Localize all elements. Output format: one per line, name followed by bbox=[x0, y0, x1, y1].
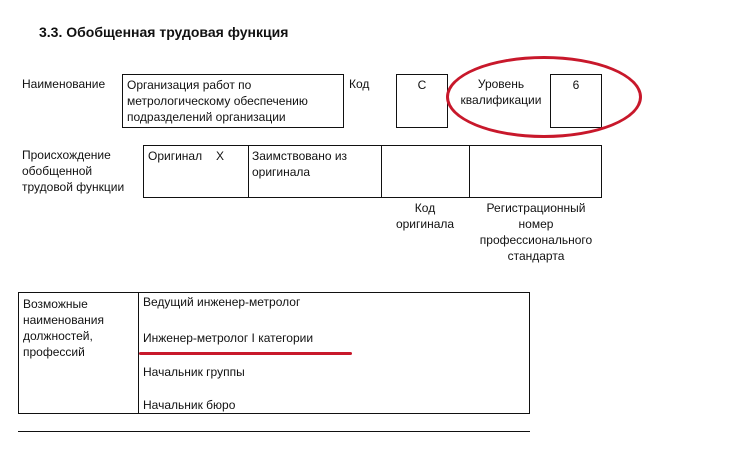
origin-table bbox=[143, 145, 602, 198]
origin-divider-3 bbox=[469, 145, 470, 198]
code-value-box bbox=[396, 74, 448, 128]
origin-divider-1 bbox=[248, 145, 249, 198]
highlight-underline bbox=[139, 352, 352, 355]
name-value-line-3: подразделений организации bbox=[127, 110, 286, 124]
positions-label-line-1: Возможные bbox=[23, 297, 88, 311]
reg-number-caption-line-3: профессионального bbox=[479, 233, 593, 247]
level-value: 6 bbox=[572, 78, 580, 92]
origin-label-line-2: обобщенной bbox=[22, 164, 93, 178]
name-value-line-2: метрологическому обеспечению bbox=[127, 94, 308, 108]
origin-label-line-3: трудовой функции bbox=[22, 180, 125, 194]
name-value-box bbox=[122, 74, 344, 128]
origin-divider-2 bbox=[381, 145, 382, 198]
position-item: Начальник бюро bbox=[143, 398, 236, 412]
reg-number-caption-line-2: номер bbox=[518, 217, 554, 231]
original-mark: X bbox=[216, 149, 225, 163]
code-label: Код bbox=[349, 77, 370, 91]
highlight-circle bbox=[446, 56, 642, 138]
borrowed-label-line-1: Заимствовано из bbox=[252, 149, 348, 163]
code-value: C bbox=[417, 78, 427, 92]
positions-label-line-4: профессий bbox=[23, 345, 85, 359]
name-label: Наименование bbox=[22, 77, 106, 91]
level-label-line-1: Уровень bbox=[477, 77, 525, 91]
position-item: Ведущий инженер-метролог bbox=[143, 295, 301, 309]
reg-number-caption-line-1: Регистрационный bbox=[486, 201, 586, 215]
level-label-line-2: квалификации bbox=[460, 93, 542, 107]
code-original-caption-line-1: Код bbox=[414, 201, 436, 215]
position-item: Начальник группы bbox=[143, 365, 245, 379]
original-label: Оригинал bbox=[148, 149, 203, 163]
positions-label-line-2: наименования bbox=[23, 313, 104, 327]
positions-label-line-3: должностей, bbox=[23, 329, 93, 343]
name-value-line-1: Организация работ по bbox=[127, 78, 252, 92]
origin-label-line-1: Происхождение bbox=[22, 148, 111, 162]
section-title: 3.3. Обобщенная трудовая функция bbox=[39, 24, 289, 40]
bottom-divider bbox=[18, 431, 530, 432]
position-item: Инженер-метролог I категории bbox=[143, 331, 314, 345]
code-original-caption-line-2: оригинала bbox=[395, 217, 455, 231]
reg-number-caption-line-4: стандарта bbox=[507, 249, 565, 263]
borrowed-label-line-2: оригинала bbox=[252, 165, 311, 179]
